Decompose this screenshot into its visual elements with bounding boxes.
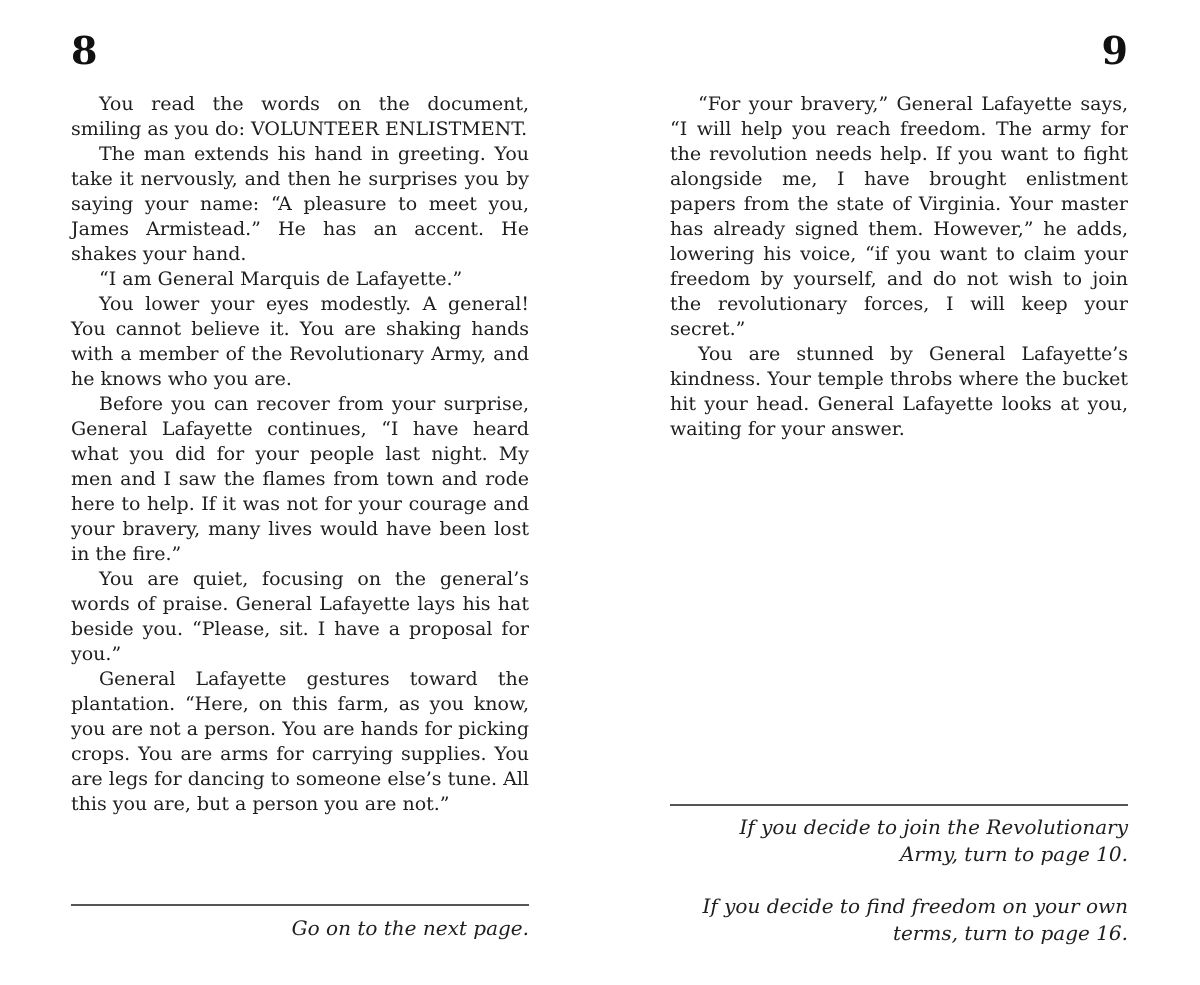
- page-right-body: [670, 92, 1128, 442]
- paragraph: Before you can recover from your surprise, General Lafayette continues, “I have heard what you did for your people last night. My men and I saw the flames from town and rode here to help. If it was not for your courage and your bravery, many lives would have been lost in the fire.”: [71, 393, 529, 565]
- paragraph: You read the words on the document, smiling as you do: VOLUNTEER ENLISTMENT.: [71, 93, 529, 140]
- footer-rule-right: [670, 804, 1128, 806]
- paragraph: “I am General Marquis de Lafayette.”: [99, 268, 463, 290]
- page-right: [670, 0, 1128, 985]
- paragraph: You are stunned by General Lafayette’s kindness. Your temple throbs where the bucket hit your head. General Lafayette looks at you, waiting for your answer.: [670, 343, 1128, 440]
- paragraph: “For your bravery,” General Lafayette says, “I will help you reach freedom. The army for the revolution needs help. If you want to fight alongside me, I have brought enlistment papers from the state of Virginia. Your master has already signed them. However,” he adds, lowering his voice, “if you want to claim your freedom by yourself, and do not wish to join the revolutionary forces, I will keep your secret.”: [670, 93, 1128, 340]
- page-left: [71, 0, 529, 985]
- paragraph: The man extends his hand in greeting. You take it nervously, and then he surprises you by saying your name: “A pleasure to meet you, James Armistead.” He has an accent. He shakes your hand.: [71, 143, 529, 265]
- footer-instruction-left: Go on to the next page.: [291, 916, 529, 940]
- choice-find-freedom: If you decide to find freedom on your own terms, turn to page 16.: [702, 894, 1128, 945]
- choice-join-army: If you decide to join the Revolutionary Army, turn to page 10.: [739, 815, 1128, 866]
- footer-rule-left: [71, 904, 529, 906]
- choice-list: [688, 814, 1128, 972]
- paragraph: You are quiet, focusing on the general’s words of praise. General Lafayette lays his hat beside you. “Please, sit. I have a proposal for you.”: [71, 568, 529, 665]
- page-left-body: [71, 92, 529, 817]
- page-number-right: 9: [1101, 28, 1128, 73]
- paragraph: You lower your eyes modestly. A general! You cannot believe it. You are shaking hands with a member of the Revolutionary Army, and he knows who you are.: [71, 293, 529, 390]
- page-number-left: 8: [71, 28, 98, 73]
- paragraph: General Lafayette gestures toward the plantation. “Here, on this farm, as you know, you are not a person. You are hands for picking crops. You are arms for carrying supplies. You are legs for dancing to someone else’s tune. All this you are, but a person you are not.”: [71, 668, 529, 815]
